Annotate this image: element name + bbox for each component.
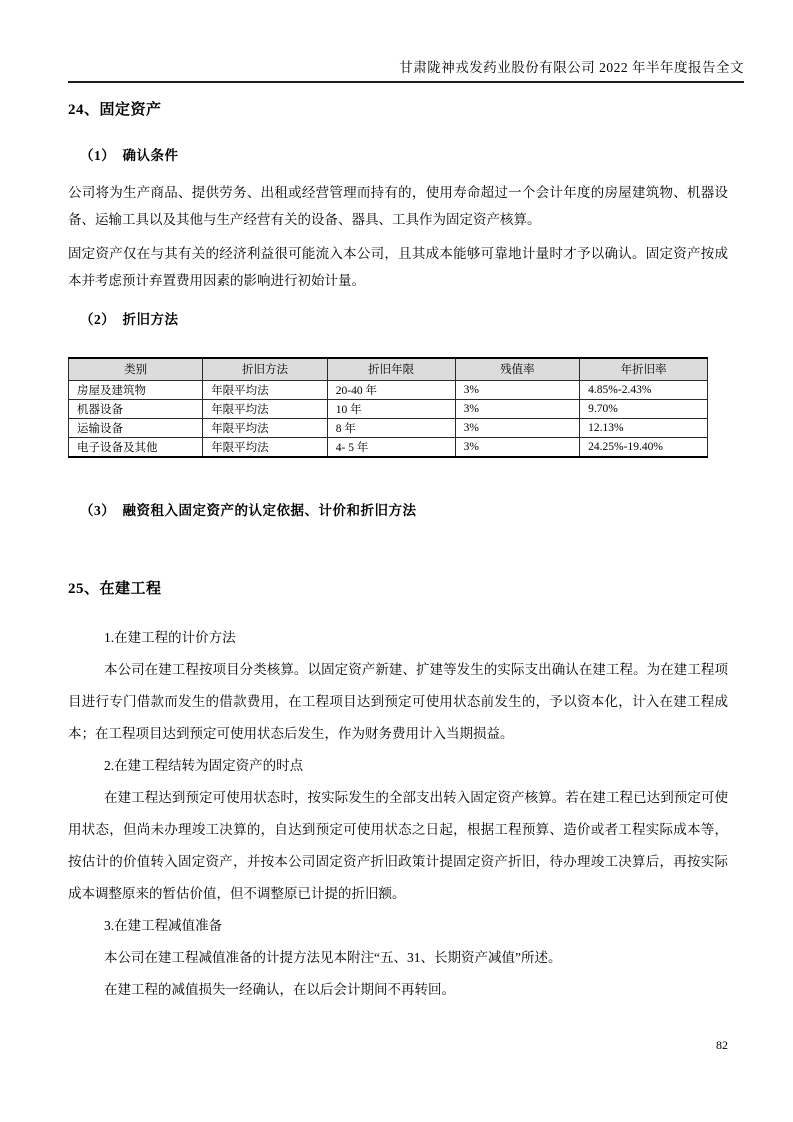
table-row [69, 437, 708, 457]
paragraph-recognition-1: 公司将为生产商品、提供劳务、出租或经营管理而持有的，使用寿命超过一个会计年度的房屋建筑物、机器设备、运输工具以及其他与生产经营有关的设备、器具、工具作为固定资产核算。 [68, 185, 728, 227]
cell-annual-rate: 24.25%-19.40% [580, 437, 708, 457]
col-header-method: 折旧方法 [203, 358, 328, 380]
cell-annual-rate: 9.70% [580, 399, 708, 418]
depreciation-table-head [69, 358, 708, 380]
cip-item-2-paragraph: 在建工程达到预定可使用状态时，按实际发生的全部支出转入固定资产核算。若在建工程已达到预定可使用状态，但尚未办理竣工决算的，自达到预定可使用状态之日起，根据工程预算、造价或者工程实际成本等，按估计的价值转入固定资产，并按本公司固定资产折旧政策计提固定资产折旧，待办理竣工决算后，再按实际成本调整原来的暂估价值，但不调整原已计提的折旧额。 [68, 789, 728, 901]
cell-residual-rate: 3% [455, 380, 580, 399]
cell-residual-rate: 3% [455, 399, 580, 418]
cell-method: 年限平均法 [203, 437, 328, 457]
cell-method: 年限平均法 [203, 418, 328, 437]
cell-useful-life: 10 年 [327, 399, 455, 418]
cell-method: 年限平均法 [203, 380, 328, 399]
section-title-fixed-assets: 24、固定资产 [68, 102, 162, 118]
col-header-category: 类别 [69, 358, 203, 380]
cip-item-2-heading: 2.在建工程结转为固定资产的时点 [104, 757, 304, 773]
cell-annual-rate: 12.13% [580, 418, 708, 437]
cell-useful-life: 8 年 [327, 418, 455, 437]
cip-item-3-paragraph-2: 在建工程的减值损失一经确认，在以后会计期间不再转回。 [104, 981, 455, 997]
cip-item-1-paragraph: 本公司在建工程按项目分类核算。以固定资产新建、扩建等发生的实际支出确认在建工程。为在建工程项目进行专门借款而发生的借款费用，在工程项目达到预定可使用状态前发生的，予以资本化，计入在建工程成本；在工程项目达到预定可使用状态后发生，作为财务费用计入当期损益。 [68, 661, 728, 741]
cell-useful-life: 20-40 年 [327, 380, 455, 399]
table-row [69, 399, 708, 418]
table-header-row [69, 358, 708, 380]
heading-depreciation-method: （2） 折旧方法 [80, 312, 179, 327]
heading-recognition-conditions: （1） 确认条件 [80, 148, 179, 163]
table-row [69, 380, 708, 399]
page-content [68, 78, 728, 1006]
paragraph-recognition-2: 固定资产仅在与其有关的经济利益很可能流入本公司，且其成本能够可靠地计量时才予以确认。固定资产按成本并考虑预计弃置费用因素的影响进行初始计量。 [68, 246, 728, 288]
cell-residual-rate: 3% [455, 418, 580, 437]
depreciation-table [68, 357, 708, 458]
cell-category: 房屋及建筑物 [69, 380, 203, 399]
heading-finance-leased-assets: （3） 融资租入固定资产的认定依据、计价和折旧方法 [80, 502, 417, 518]
cell-category: 机器设备 [69, 399, 203, 418]
col-header-annual-dep-rate: 年折旧率 [580, 358, 708, 380]
page-number: 82 [716, 1038, 728, 1052]
cip-item-3-paragraph-1: 本公司在建工程减值准备的计提方法见本附注“五、31、长期资产减值”所述。 [104, 949, 562, 965]
cip-item-3-heading: 3.在建工程减值准备 [104, 917, 223, 933]
cell-category: 运输设备 [69, 418, 203, 437]
cell-residual-rate: 3% [455, 437, 580, 457]
depreciation-table-body [69, 380, 708, 457]
cell-annual-rate: 4.85%-2.43% [580, 380, 708, 399]
col-header-useful-life: 折旧年限 [327, 358, 455, 380]
cell-category: 电子设备及其他 [69, 437, 203, 457]
cip-item-1-heading: 1.在建工程的计价方法 [104, 629, 236, 645]
section-title-construction-in-progress: 25、在建工程 [68, 580, 162, 597]
col-header-residual-rate: 残值率 [455, 358, 580, 380]
cell-method: 年限平均法 [203, 399, 328, 418]
construction-in-progress-body [68, 622, 728, 1006]
cell-useful-life: 4- 5 年 [327, 437, 455, 457]
table-row [69, 418, 708, 437]
page-header: 甘肃陇神戎发药业股份有限公司 2022 年半年度报告全文 [68, 56, 744, 83]
